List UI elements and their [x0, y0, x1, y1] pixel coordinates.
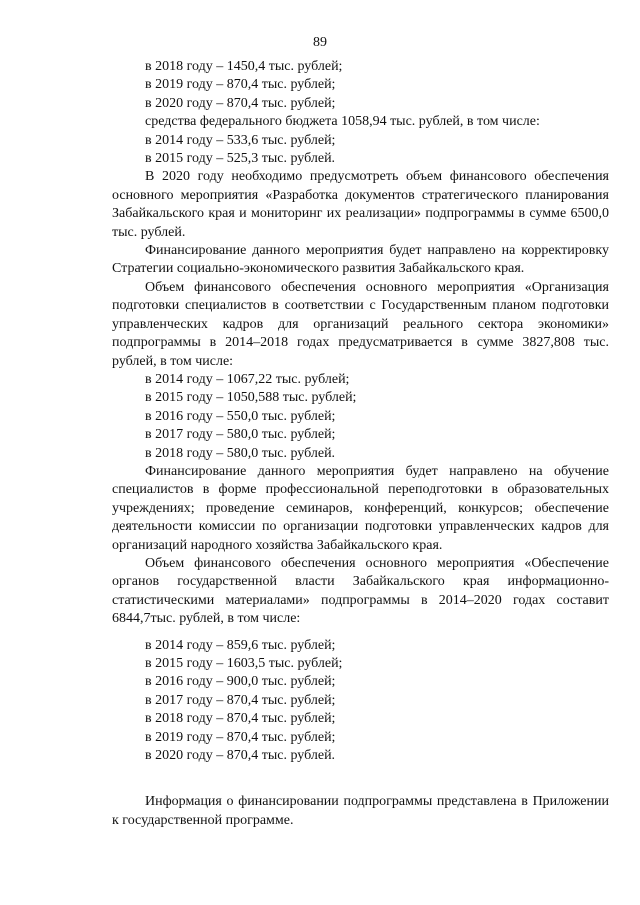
list-item: в 2018 году – 870,4 тыс. рублей;	[145, 711, 336, 727]
list-item: в 2016 году – 550,0 тыс. рублей;	[145, 408, 336, 424]
training-funding-list	[112, 371, 609, 463]
list-item: в 2015 году – 1603,5 тыс. рублей;	[145, 656, 343, 671]
spacer	[112, 629, 609, 637]
list-item: в 2018 году – 1450,4 тыс. рублей;	[145, 59, 343, 74]
funding-list-continued	[112, 58, 609, 168]
list-item: средства федерального бюджета 1058,94 тыс. рублей, в том числе:	[145, 114, 540, 130]
list-item: в 2014 году – 533,6 тыс. рублей;	[145, 132, 336, 148]
list-item: в 2016 году – 900,0 тыс. рублей;	[145, 674, 336, 690]
list-item: в 2015 году – 525,3 тыс. рублей.	[145, 151, 336, 167]
paragraph-statistics-funding: Объем финансового обеспечения основного мероприятия «Обеспечение органов государственной власти Забайкальского края информационно-статистическими материалами» подпрограммы в 2014–2020 годах составит 6844,7тыс. рублей, в том числе:	[112, 555, 609, 627]
document-body	[112, 58, 609, 830]
paragraph-strategy-funding: В 2020 году необходимо предусмотреть объем финансового обеспечения основного мероприятия «Разработка документов стратегического планирования Забайкальского края и мониторинг их реализации» подпрограммы в сумме 6500,0 тыс. рублей.	[112, 169, 609, 240]
paragraph-training-purpose: Финансирование данного мероприятия будет направлено на обучение специалистов в форме профессиональной переподготовки в образовательных учреждениях; проведение семинаров, конференций, конкурсов; обеспечение деятельности комиссии по организации подготовки управленческих кадров для организаций народного хозяйства Забайкальского края.	[112, 463, 609, 553]
list-item: в 2020 году – 870,4 тыс. рублей;	[145, 95, 336, 111]
spacer	[112, 765, 609, 793]
paragraph-strategy-purpose: Финансирование данного мероприятия будет направлено на корректировку Стратегии социально-экономического развития Забайкальского края.	[112, 243, 609, 277]
paragraph-appendix-reference: Информация о финансировании подпрограммы представлена в Приложении к государственной программе.	[112, 794, 609, 828]
list-item: в 2015 году – 1050,588 тыс. рублей;	[145, 390, 357, 406]
statistics-funding-list	[112, 637, 609, 766]
list-item: в 2020 году – 870,4 тыс. рублей.	[145, 748, 336, 764]
list-item: в 2014 году – 1067,22 тыс. рублей;	[145, 371, 350, 387]
list-item: в 2018 году – 580,0 тыс. рублей.	[145, 445, 336, 461]
list-item: в 2017 году – 580,0 тыс. рублей;	[145, 427, 336, 443]
list-item: в 2017 году – 870,4 тыс. рублей;	[145, 692, 336, 708]
paragraph-training-funding: Объем финансового обеспечения основного мероприятия «Организация подготовки специалистов в соответствии с Государственным планом подготовки управленческих кадров для организаций реального сектора экономики» подпрограммы в 2014–2018 годах предусматривается в сумме 3827,808 тыс. рублей, в том числе:	[112, 279, 609, 369]
list-item: в 2014 году – 859,6 тыс. рублей;	[145, 637, 336, 653]
list-item: в 2019 году – 870,4 тыс. рублей;	[145, 77, 336, 93]
page-number: 89	[313, 35, 327, 50]
list-item: в 2019 году – 870,4 тыс. рублей;	[145, 729, 336, 745]
